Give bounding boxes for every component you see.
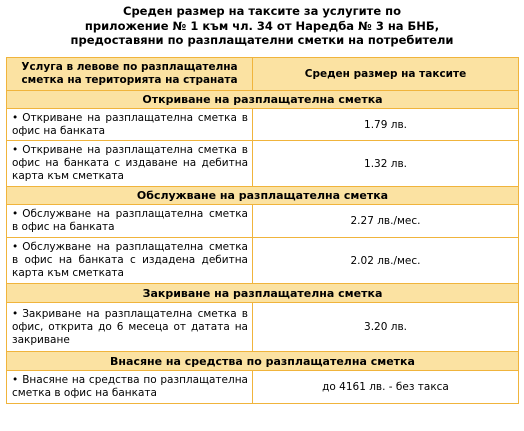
section-row xyxy=(7,352,519,371)
table-row xyxy=(7,205,519,238)
service-cell xyxy=(7,205,253,238)
header-fee: Среден размер на таксите xyxy=(253,58,519,91)
service-text: Обслужване на разплащателна сметка в офис на банката xyxy=(12,208,248,233)
table-row xyxy=(7,238,519,284)
table-row xyxy=(7,303,519,352)
header-service-line-1: Услуга в левове по разплащателна xyxy=(21,61,238,73)
table-row xyxy=(7,141,519,187)
fee-cell: 1.79 лв. xyxy=(253,109,519,141)
fees-table xyxy=(6,57,519,404)
bullet: • xyxy=(12,241,19,253)
title-line-3: предоставяни по разплащателни сметки на потребители xyxy=(70,33,454,47)
title-line-1: Среден размер на таксите за услугите по xyxy=(123,4,401,18)
service-cell xyxy=(7,371,253,404)
header-service xyxy=(7,58,253,91)
fee-cell: 2.27 лв./мес. xyxy=(253,205,519,238)
service-text: Откриване на разплащателна сметка в офис на банката xyxy=(12,111,248,137)
section-title: Закриване на разплащателна сметка xyxy=(7,284,519,303)
bullet: • xyxy=(12,374,19,386)
service-text: Внасяне на средства по разплащателна сметка в офис на банката xyxy=(12,374,248,399)
service-cell xyxy=(7,109,253,141)
bullet: • xyxy=(12,307,19,320)
section-row xyxy=(7,91,519,109)
fee-cell: 1.32 лв. xyxy=(253,141,519,187)
fee-cell: 2.02 лв./мес. xyxy=(253,238,519,284)
bullet: • xyxy=(12,208,19,220)
service-cell xyxy=(7,303,253,352)
service-text: Откриване на разплащателна сметка в офис на банката с издаване на дебитна карта към сметката xyxy=(12,144,248,182)
service-text: Закриване на разплащателна сметка в офис, открита до 6 месеца от датата на закриване xyxy=(12,307,248,346)
section-row xyxy=(7,284,519,303)
header-service-line-2: сметка на територията на страната xyxy=(21,74,238,86)
bullet: • xyxy=(12,144,19,156)
fee-cell: до 4161 лв. - без такса xyxy=(253,371,519,404)
table-row xyxy=(7,109,519,141)
title-line-2: приложение № 1 към чл. 34 от Наредба № 3 на БНБ, xyxy=(84,18,440,33)
section-title: Откриване на разплащателна сметка xyxy=(7,91,519,109)
service-text: Обслужване на разплащателна сметка в офис на банката с издадена дебитна карта към сметката xyxy=(12,241,248,279)
service-cell xyxy=(7,238,253,284)
section-title: Обслужване на разплащателна сметка xyxy=(7,187,519,205)
table-row xyxy=(7,371,519,404)
service-cell xyxy=(7,141,253,187)
section-row xyxy=(7,187,519,205)
table-header-row xyxy=(7,58,519,91)
page-title xyxy=(0,4,524,48)
section-title: Внасяне на средства по разплащателна сметка xyxy=(7,352,519,371)
bullet: • xyxy=(12,111,19,124)
fee-cell: 3.20 лв. xyxy=(253,303,519,352)
